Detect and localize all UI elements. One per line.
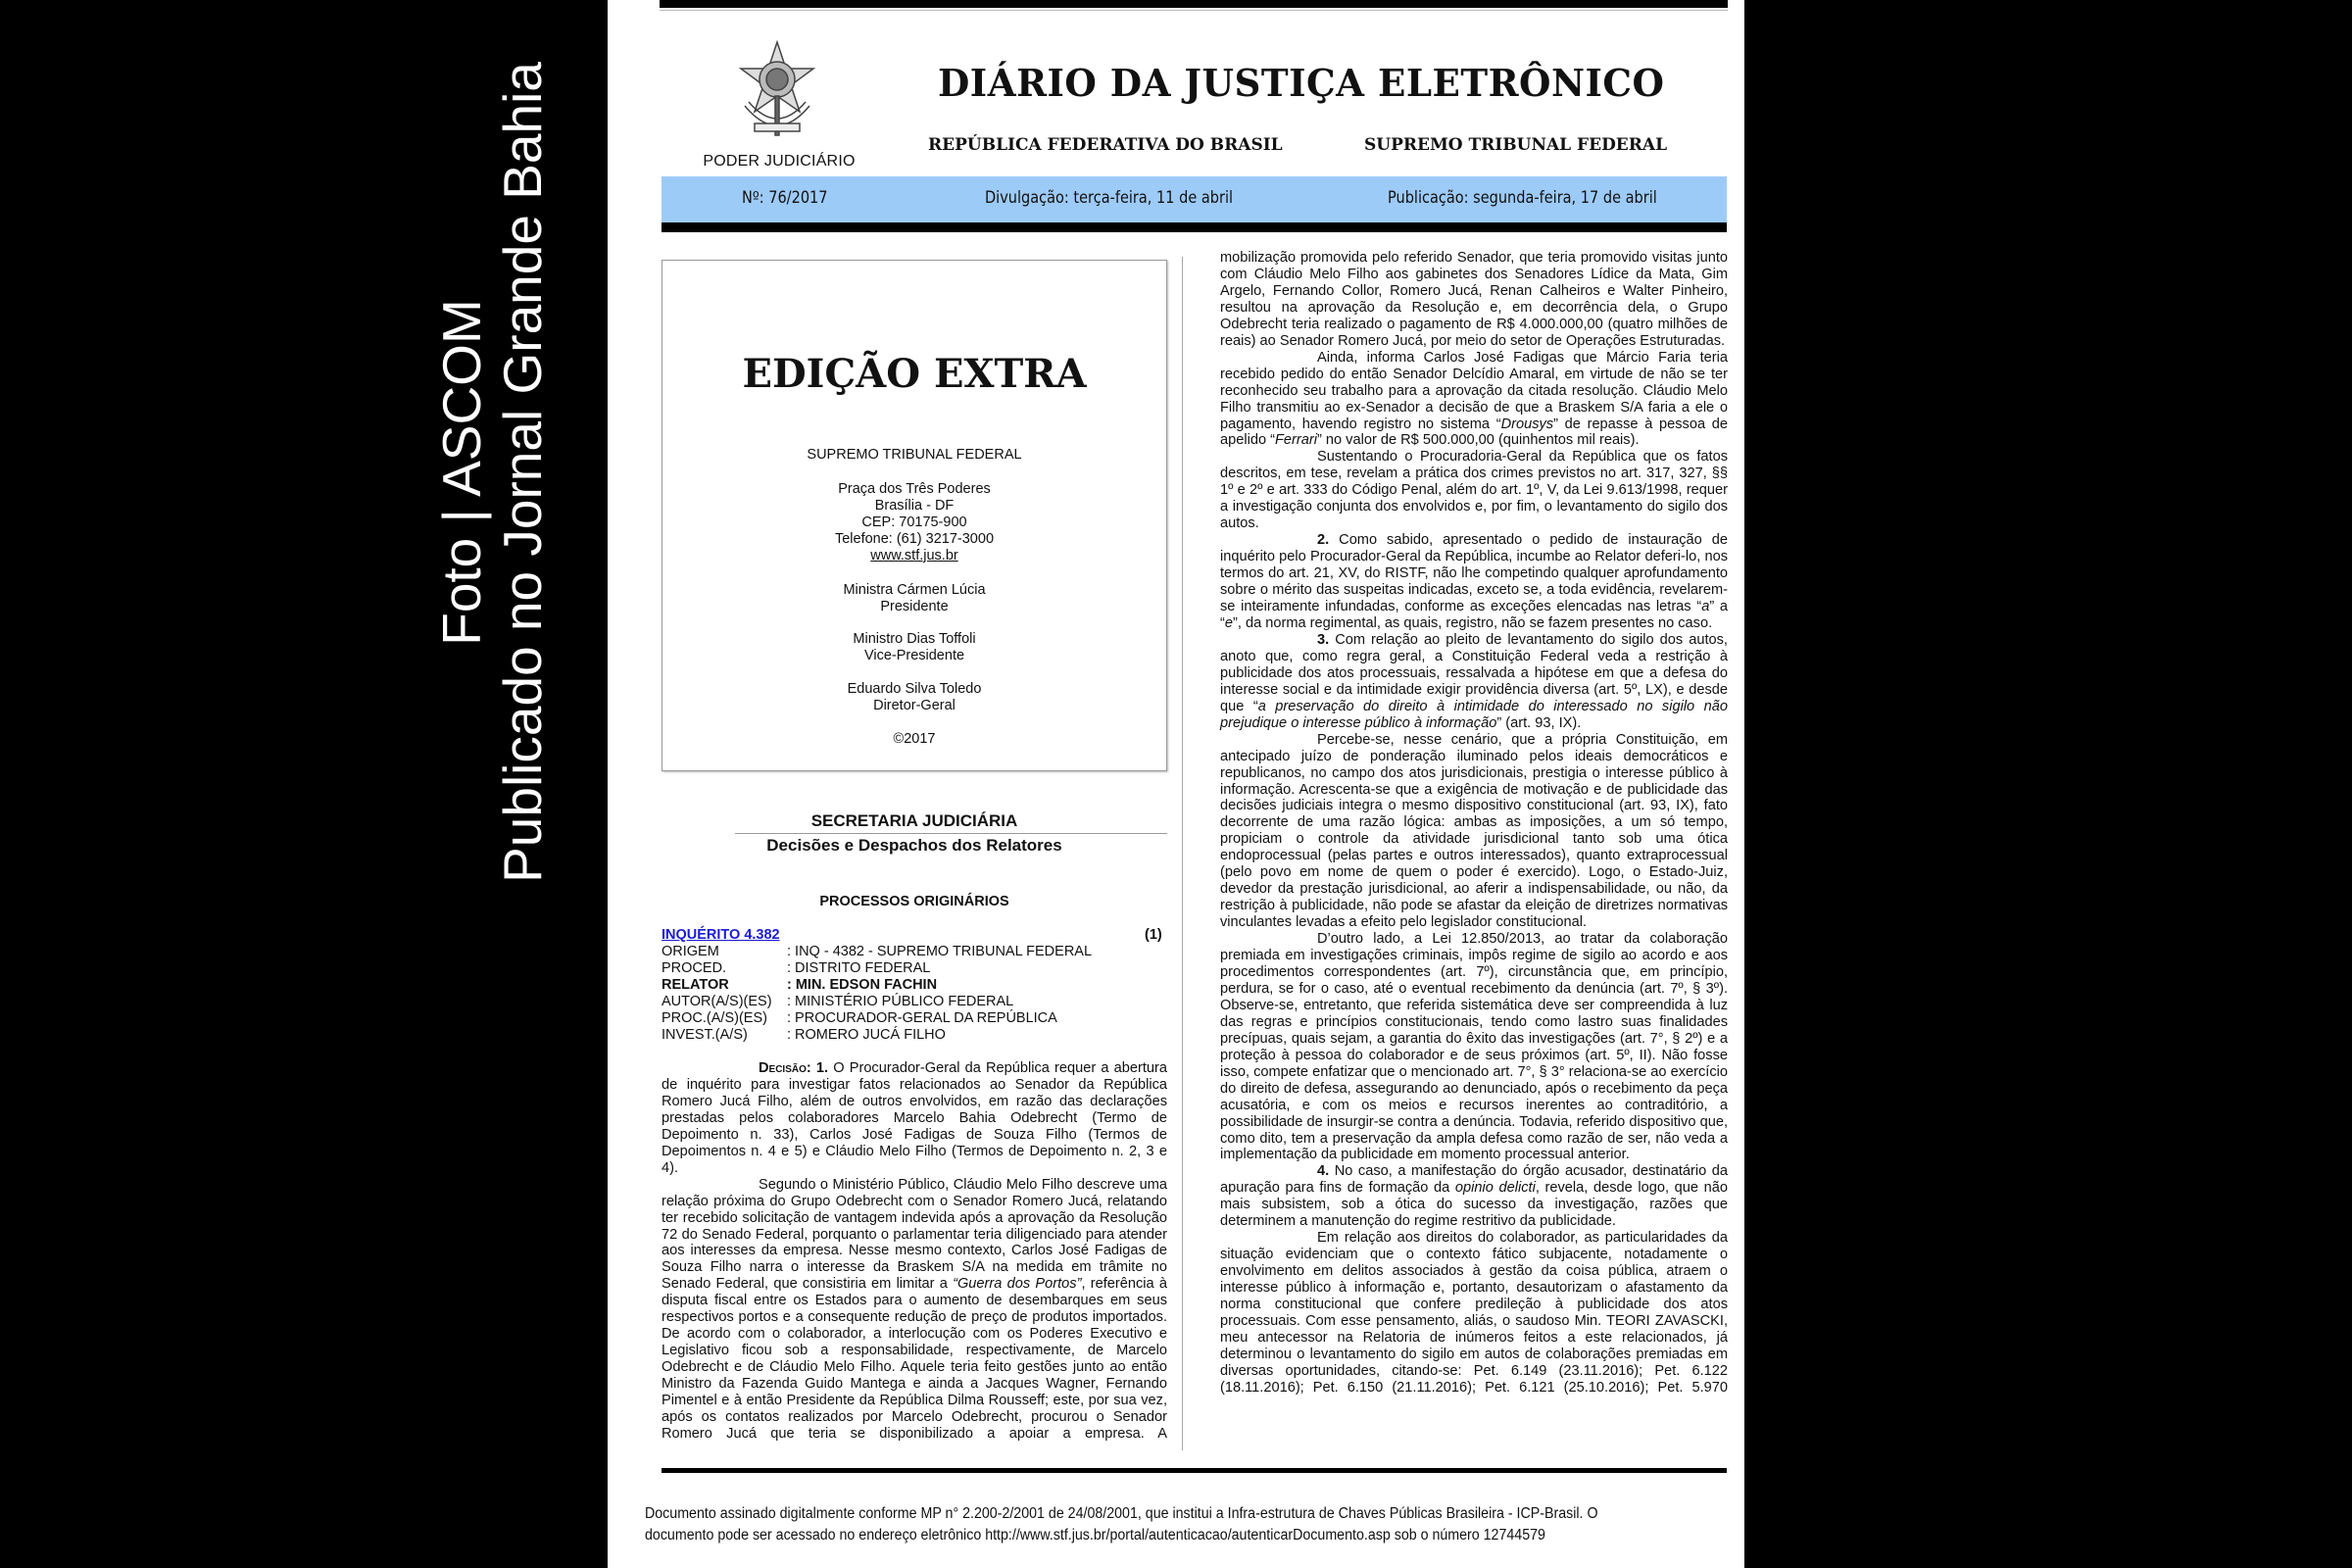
text-segment: Decisão: [759,1060,811,1076]
text-segment: Segundo o Ministério Público, Cláudio Melo Filho descreve uma relação próxima do Grupo Odebrecht com o Senador Romero Jucá, relatando ter recebido solicitação de vantagem indevida após a aprovação da Resolução 72 do Senado Federal, porquanto o parlamentar teria diligenciado para atender aos interesses da empresa. Nesse mesmo contexto, Carlos José Fadigas de Souza Filho narra o interesse da Braskem S/A na medida em trâmite no Senado Federal, que consistiria em limitar a [662,1176,1167,1293]
director-name: Eduardo Silva Toledo [847,681,982,697]
right-column-text [1220,250,1728,1396]
text-segment: opinio delicti [1454,1180,1536,1197]
top-thin-rule [660,10,1728,11]
text-segment: Em relação aos direitos do colaborador, as particularidades da situação evidenciam que o contexto fático subjacente, notadamente o envolvimento em delitos associados à gestão da coisa pública, atraem o interesse público à informação e, portanto, desautorizam o afastamento da norma constitucional que confere predileção à publicidade dos atos processuais. Com esse pensamento, aliás, o saudoso Min. TEORI ZAVASCKI, meu antecessor na Relatoria de inúmeros feitos a este relacionados, já determinou o levantamento do sigilo em autos de colaborações premiadas em diversas oportunidades, citando-se: Pet. 6.149 (23.11.2016); Pet. 6.122 (18.11.2016); Pet. 6.150 (21.11.2016); Pet. 6.121 (25.10.2016); Pet. 5.970 [1220,1230,1728,1396]
text-segment: 2. [1317,532,1330,549]
metadata-key: PROC.(A/S)(ES) [662,1010,767,1026]
metadata-value: : DISTRITO FEDERAL [787,960,931,976]
text-segment: a [1701,599,1710,615]
publication-date: Publicação: segunda-feira, 17 de abril [1388,188,1657,207]
subtitle-court: SUPREMO TRIBUNAL FEDERAL [1364,135,1668,155]
text-segment: 3. [1317,631,1330,648]
paragraph [1220,449,1728,532]
metadata-key: RELATOR [662,977,729,993]
metadata-value: : MIN. EDSON FACHIN [787,977,938,993]
metadata-row [662,1027,1092,1044]
issue-info-band [662,176,1727,222]
text-segment: D’outro lado, a Lei 12.850/2013, ao tratar da colaboração premiada em investigações criminais, impôs regime de sigilo ao acordo e aos procedimentos correspondentes (art. 7º), circunstância que, em princípio, perdura, se for o caso, até o eventual recebimento da denúncia (art. 7º, § 3º). Observe-se, entretanto, que referida sistemática deve ser compreendida à luz das regras e princípios constitucionais, tendo como lastro suas finalidades precípuas, quais sejam, a garantia do êxito das investigações (art. 7°, § 2º) e a proteção à pessoa do colaborador e de seus próximos (art. 5º, II). Não fosse isso, compete enfatizar que o mencionado art. 7°, § 3° relaciona-se ao exercício do direito de defesa, assegurando ao denunciado, após o recebimento da peça acusatória, e com os meios e recursos inerentes ao contraditório, a possibilidade de insurgir-se contra a denúncia. Todavia, referido dispositivo que, como dito, tem a preservação da ampla defesa como razão de ser, não veda a implementação da publicidade em momento processual anterior. [1220,931,1728,1163]
paragraph [662,1060,1167,1177]
metadata-key: AUTOR(A/S)(ES) [662,994,772,1009]
paragraph [1220,250,1728,350]
text-segment: ” a “ [1220,599,1729,631]
metadata-value: : ROMERO JUCÁ FILHO [787,1027,946,1043]
photo-credit: Foto | ASCOM [431,299,492,646]
release-date: Divulgação: terça-feira, 11 de abril [985,188,1234,207]
text-segment: mobilização promovida pelo referido Senador, que teria promovido visitas junto com Cláudio Melo Filho aos gabinetes dos Senadores Lídice da Mata, Gim Argelo, Fernando Collor, Romero Jucá, Renan Calheiros e Walter Pinheiro, resultou na aprovação da Resolução e, em decorrência dela, o Grupo Odebrecht teria realizado o pagamento de R$ 4.000.000,00 (quatro milhões de reais) ao Senador Romero Jucá, por meio do setor de Operações Estruturadas. [1220,250,1728,349]
text-segment: e [1224,614,1233,631]
paragraph [1220,931,1728,1163]
president-role: Presidente [880,599,949,614]
court-name: SUPREMO TRIBUNAL FEDERAL [807,447,1022,463]
left-column-text [662,1060,1167,1443]
metadata-key: ORIGEM [662,944,719,959]
address-line: Praça dos Três Poderes [838,481,991,497]
metadata-row [662,944,1092,960]
website-link[interactable]: www.stf.jus.br [870,548,958,564]
text-segment: No caso, a manifestação do órgão acusador, destinatário da apuração para fins de formação da [1220,1163,1728,1197]
metadata-row [662,994,1092,1010]
metadata-value: : MINISTÉRIO PÚBLICO FEDERAL [787,994,1014,1009]
text-segment: Percebe-se, nesse cenário, que a própria Constituição, em antecipado juízo de ponderação iluminado pelos ideais democráticos e republicanos, no campo dos atos jurisdicionais, prestigia o interesse público à informação. Acrescenta-se que a exigência de motivação e de publicidade das decisões judiciais integra o mesmo dispositivo constitucional (art. 93, IX), fato decorrente de uma razão lógica: ambas as imposições, a um só tempo, propiciam o controle da atividade jurisdicional tanto sob uma ótica endoprocessual (pelas partes e outros interessados), quanto extraprocessual (pelo povo em nome de quem o poder é exercido). Logo, o Estado-Juiz, devedor da prestação jurisdicional, ao aferir a indispensabilidade, ou não, da restrição à publicidade, não pode se afastar da eleição de diretrizes normativas vinculantes levadas a efeito pelo legislador constitucional. [1220,731,1728,931]
paragraph [1220,1163,1728,1230]
text-segment: a preservação do direito à intimidade do interessado no sigilo não prejudique o interesse público à informação [1220,698,1728,731]
text-segment: “Guerra dos Portos” [953,1276,1082,1293]
text-segment: Drousys [1500,416,1554,432]
phone-line: Telefone: (61) 3217-3000 [834,531,995,547]
copyright: ©2017 [893,731,936,747]
vice-president-name: Ministro Dias Toffoli [853,631,976,647]
issue-number: Nº: 76/2017 [742,188,828,207]
city-line: Brasília - DF [874,498,955,514]
case-link[interactable]: INQUÉRITO 4.382 [662,927,780,943]
subtitle-republic: REPÚBLICA FEDERATIVA DO BRASIL [928,135,1283,155]
footer-line: Documento assinado digitalmente conforme MP n° 2.200-2/2001 de 24/08/2001, que institui a Infra-estrutura de Chaves Públicas Brasileira - ICP-Brasil. O [645,1505,1598,1522]
processes-heading: PROCESSOS ORIGINÁRIOS [819,894,1009,909]
paragraph [1220,1230,1728,1396]
metadata-row [662,1010,1092,1027]
metadata-key: PROCED. [662,960,727,976]
text-segment: 4. [1317,1163,1330,1180]
top-rule [660,0,1728,8]
metadata-key: INVEST.(A/S) [662,1027,748,1043]
paragraph [1220,632,1728,732]
paragraph [662,1177,1167,1443]
text-segment: ” de repasse à pessoa de apelido “ [1220,416,1728,449]
text-segment: O Procurador-Geral da República requer a abertura de inquérito para investigar fatos relacionados ao Senador da República Romero Jucá Filho, além de outros envolvidos, em razão das declarações prestadas pelos colaboradores Marcelo Bahia Odebrecht (Termo de Depoimento n. 33), Carlos José Fadigas de Souza Filho (Termos de Depoimentos n. 4 e 5) e Cláudio Melo Filho (Termos de Depoimento n. 2, 3 e 4). [662,1060,1167,1176]
coat-of-arms-icon [735,37,819,150]
text-segment: ”, da norma regimental, as quais, registro, não se fazem presentes no caso. [1233,614,1713,631]
case-index: (1) [1145,927,1162,943]
text-segment: , referência à disputa fiscal entre os Estados para o aumento de desembarques em seus respectivos portos e a consequente redução de preço de produtos importados. De acordo com o colaborador, a interlocução com os Poderes Executivo e Legislativo ficou sob a responsabilidade, respectivamente, de Marcelo Odebrecht e de Cláudio Melo Filho. Aquele teria feito gestões junto ao então Ministro da Fazenda Guido Mantega e ainda a Jacques Wagner, Fernando Pimentel e à então Presidente da República Dilma Rousseff; este, por sua vez, após os contatos realizados por Marcelo Odebrecht, procurou o Senador Romero Jucá que teria se disponibilizado a apoiar a empresa. A [662,1276,1167,1442]
text-segment: Com relação ao pleito de levantamento do sigilo dos autos, anoto que, como regra geral, a Constituição Federal veda a restrição à publicidade dos atos processuais, ressalvada a hipótese em que a defesa do interesse social e da intimidade exigir providência diversa (art. 5º, LX), e desde que “ [1220,631,1728,714]
metadata-row [662,960,1092,977]
emblem-label: PODER JUDICIÁRIO [703,153,856,170]
footer [645,1503,1739,1546]
edition-title: EDIÇÃO EXTRA [742,351,1087,397]
text-segment: ” (art. 93, IX). [1496,714,1582,731]
text-segment: Sustentando o Procuradoria-Geral da República que os fatos descritos, em tese, revelam a prática dos crimes previstos no art. 317, 327, §§ 1º e 2º e art. 333 do Código Penal, além do art. 1º, V, da Lei 9.613/1998, requer a investigação conjunta dos envolvidos e, por fim, o levantamento do sigilo dos autos. [1220,449,1728,532]
publication-credit: Publicado no Jornal Grande Bahia [492,62,553,883]
text-segment: 1. [815,1060,829,1076]
president-name: Ministra Cármen Lúcia [843,582,986,598]
metadata-value: : INQ - 4382 - SUPREMO TRIBUNAL FEDERAL [787,944,1093,959]
newspaper-title: DIÁRIO DA JUSTIÇA ELETRÔNICO [938,61,1665,105]
text-segment: , revela, desde logo, que não mais subsistem, sob a ótica do sucesso da investigação, razões que determinem a manutenção do regime restritivo da publicidade. [1220,1180,1728,1230]
vice-president-role: Vice-Presidente [863,648,965,663]
text-segment: ” no valor de R$ 500.000,00 (quinhentos mil reais). [1316,432,1640,449]
paragraph [1220,532,1728,632]
text-segment: Como sabido, apresentado o pedido de instauração de inquérito pelo Procurador-Geral da República, incumbe ao Relator deferi-lo, nos termos do art. 21, XV, do RISTF, não lhe competindo qualquer aprofundamento sobre o mérito das suspeitas indicadas, exceto se, a toda evidência, revelarem-se inteiramente infundadas, conforme as exceções elencadas nas letras “ [1220,532,1728,615]
column-divider [1182,257,1183,1450]
case-metadata [662,944,1092,1044]
section-rule [735,833,1167,834]
metadata-value: : PROCURADOR-GERAL DA REPÚBLICA [787,1010,1057,1026]
metadata-row [662,977,1092,994]
text-segment: Ferrari [1274,432,1317,449]
director-role: Diretor-Geral [873,698,956,713]
text-segment: Ainda, informa Carlos José Fadigas que Márcio Faria teria recebido pedido do então Senador Delcídio Amaral, em virtude de não se ter reconhecido seu trabalho para a aprovação da citada resolução. Cláudio Melo Filho transmitiu ao ex-Senador a decisão de que a Braskem S/A faria a ele o pagamento, havendo registro no sistema “ [1220,349,1728,432]
section-subtitle: Decisões e Despachos dos Relatores [766,836,1062,855]
header-rule [662,222,1727,232]
edition-box [662,260,1167,771]
paragraph [1220,732,1728,931]
section-title: SECRETARIA JUDICIÁRIA [810,811,1018,830]
paragraph [1220,350,1728,450]
bottom-rule [662,1468,1727,1473]
footer-line: documento pode ser acessado no endereço eletrônico http://www.stf.jus.br/portal/autenticacao/autenticarDocumento.asp sob o número 12744579 [645,1527,1545,1544]
document-page [608,0,1744,1568]
photo-credit-overlay [431,0,568,962]
cep-line: CEP: 70175-900 [861,514,967,530]
